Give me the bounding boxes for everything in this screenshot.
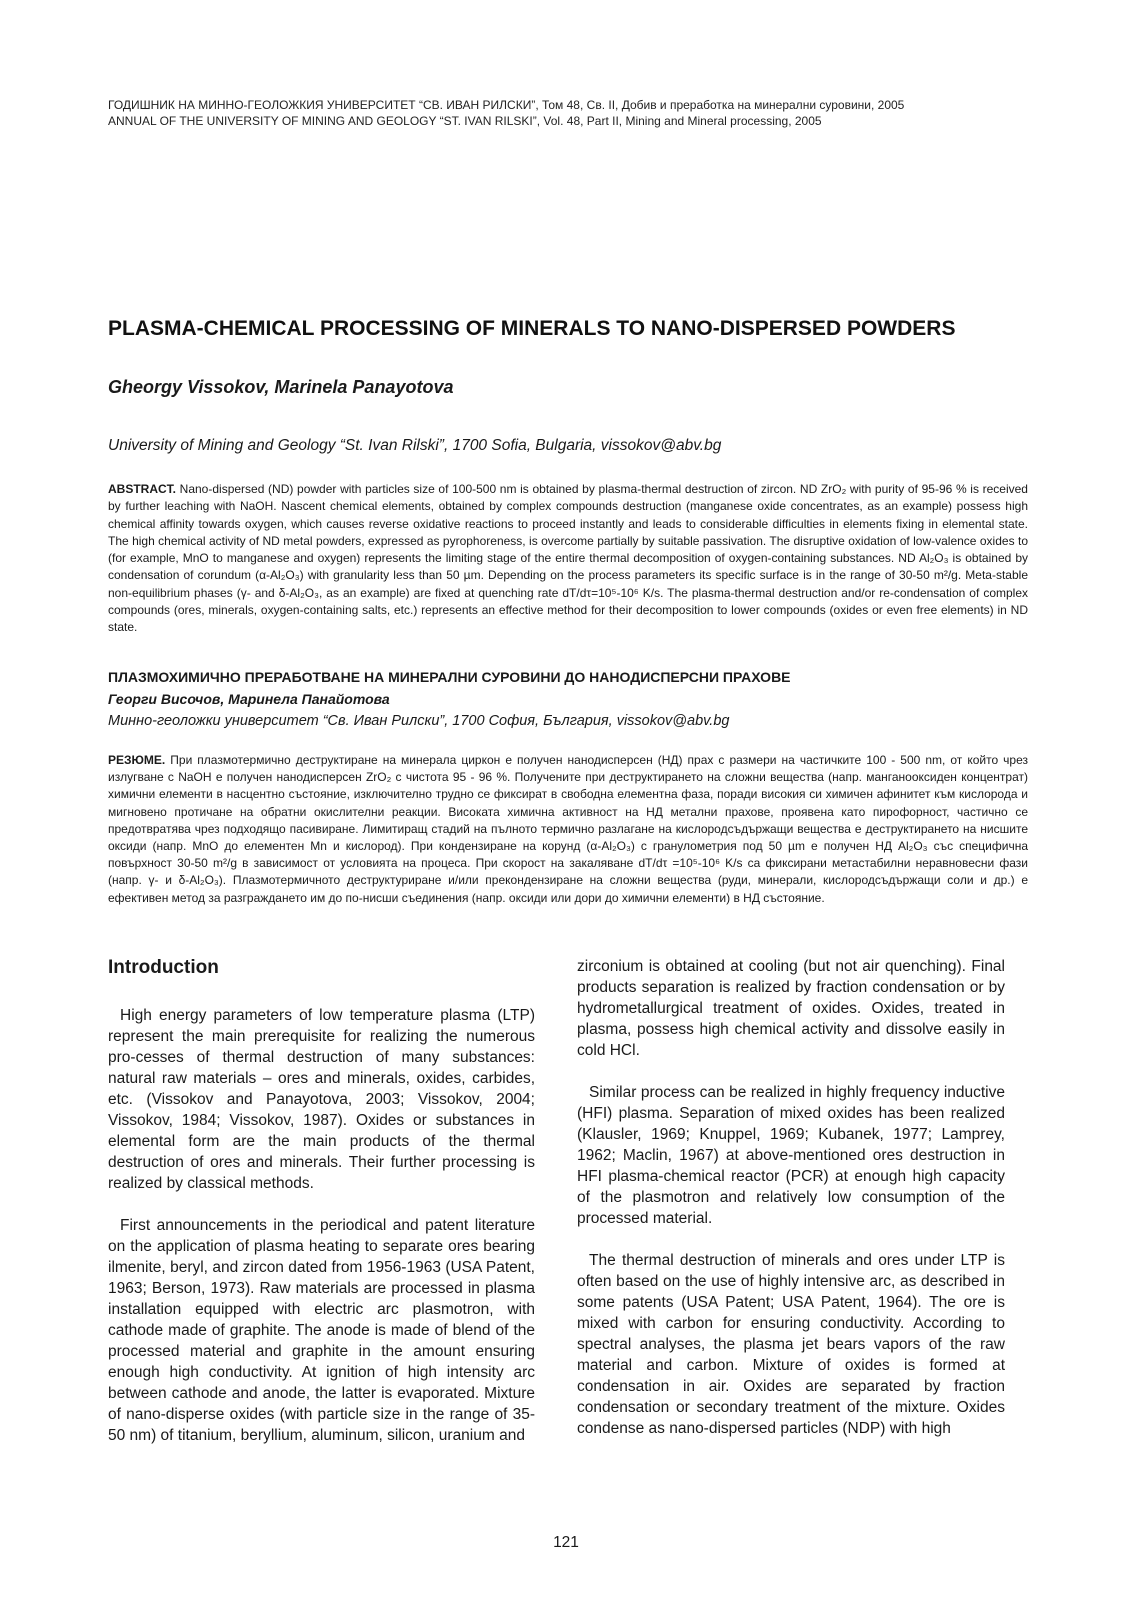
intro-paragraph-4: Similar process can be realized in highly frequency inductive (HFI) plasma. Separation of mixed oxides has been realized (Klausler, 1969; Knuppel, 1969; Kubanek, 1977; Lamprey, 1962; Maclin, 1967) at above-mentioned ores destruction in HFI plasma-chemical reactor (PCR) at enough high capacity of the plasmotron and relatively low consumption of the processed material. [577, 1084, 1005, 1227]
abstract-text: Nano-dispersed (ND) powder with particles size of 100-500 nm is obtained by plasma-thermal destruction of zircon. ND ZrO₂ with purity of 95-96 % is received by further leaching with NaOH. Nascent chemical elements, obtained by complex compounds destruction (manganese oxide concentrates, as an example) possess high chemical affinity towards oxygen, which causes reverse oxidative reactions to proceed instantly and leads to considerable difficulties in elements fixing in elemental state. The high chemical activity of ND metal powders, expressed as pyrophoreness, is overcome partially by suitable passivation. The disruptive oxidation of low-valence oxides to (for example, MnO to manganese and oxygen) represents the limiting stage of the entire thermal decomposition of oxygen-containing substances. ND Al₂O₃ is obtained by condensation of corundum (α-Al₂O₃) with granularity less than 50 µm. Depending on the process parameters its specific surface is in the range of 30-50 m²/g. Meta-stable non-equilibrium phases (γ- and δ-Al₂O₃, as an example) are fixed at quenching rate dT/dτ=10⁵-10⁶ K/s. The plasma-thermal destruction and/or re-condensation of complex compounds (ores, minerals, oxygen-containing salts, etc.) represents an effective method for their decomposition to lower compounds (oxides or even free elements) in ND state. [108, 482, 1028, 635]
authors: Gheorgy Vissokov, Marinela Panayotova [108, 377, 454, 397]
running-header-en: ANNUAL OF THE UNIVERSITY OF MINING AND GEOLOGY “ST. IVAN RILSKI”, Vol. 48, Part II, Mining and Mineral processing, 2005 [108, 114, 822, 128]
right-column [577, 956, 1005, 1460]
page-number: 121 [553, 1534, 579, 1551]
section-heading-introduction: Introduction [108, 957, 219, 978]
left-column [108, 956, 535, 1467]
intro-paragraph-2: First announcements in the periodical and patent literature on the application of plasma heating to separate ores bearing ilmenite, beryl, and zircon dated from 1956-1963 (USA Patent, 1963; Berson, 1973). Raw materials are processed in plasma installation equipped with electric arc plasmotron, with cathode made of graphite. The anode is made of blend of the processed material and graphite in the amount ensuring enough high conductivity. At ignition of high intensity arc between cathode and anode, the latter is evaporated. Mixture of nano-disperse oxides (with particle size in the range of 35-50 nm) of titanium, beryllium, aluminum, silicon, uranium and [108, 1217, 535, 1444]
intro-paragraph-5: The thermal destruction of minerals and ores under LTP is often based on the use of highly intensive arc, as described in some patents (USA Patent; USA Patent, 1964). The ore is mixed with carbon for ensuring conductivity. According to spectral analyses, the plasma jet bears vapors of the raw material and carbon. Mixture of oxides is formed at condensation in air. Oxides are separated by fraction condensation or secondary treatment of the mixture. Oxides condense as nano-dispersed particles (NDP) with high [577, 1252, 1005, 1437]
bg-title: ПЛАЗМОХИМИЧНО ПРЕРАБОТВАНЕ НА МИНЕРАЛНИ СУРОВИНИ ДО НАНОДИСПЕРСНИ ПРАХОВЕ [108, 669, 791, 685]
bg-affiliation: Минно-геоложки университет “Св. Иван Рилски”, 1700 София, България, vissokov@abv.bg [108, 713, 730, 729]
intro-paragraph-1: High energy parameters of low temperature plasma (LTP) represent the main prerequisite for realizing the numerous pro-cesses of thermal destruction of many substances: natural raw materials – ores and minerals, oxides, carbides, etc. (Vissokov and Panayotova, 2003; Vissokov, 2004; Vissokov, 1984; Vissokov, 1987). Oxides or substances in elemental form are the main products of the thermal destruction of ores and minerals. Their further processing is realized by classical methods. [108, 1007, 535, 1192]
running-header [108, 97, 1028, 129]
resume-label: РЕЗЮМЕ. [108, 753, 166, 767]
paper-title: PLASMA-CHEMICAL PROCESSING OF MINERALS TO NANO-DISPERSED POWDERS [108, 317, 956, 340]
abstract [108, 481, 1028, 637]
running-header-bg: ГОДИШНИК НА МИННО-ГЕОЛОЖКИЯ УНИВЕРСИТЕТ “СВ. ИВАН РИЛСКИ”, Том 48, Св. II, Добив и преработка на минерални суровини, 2005 [108, 98, 905, 112]
bg-authors: Георги Височов, Маринела Панайотова [108, 691, 390, 707]
resume-text: При плазмотермично деструктиране на минерала циркон е получен нанодисперсен (НД) прах с размери на частичките 100 - 500 nm, от който чрез излугване с NaOH е получен нанодисперсен ZrO₂ с чистота 95 - 96 %. Получените при деструктирането на сложни вещества (напр. манганооксиден концентрат) химични елементи в насцентно състояние, изключително трудно се фиксират в свободна елементна фаза, поради високия си химичен афинитет към кислорода и мигновено протичане на обратни окислителни реакции. Високата химична активност на НД метални прахове, проявена като пирофорност, частично се предотвратява чрез подходящо пасивиране. Лимитиращ стадий на пълното термично разлагане на кислородсъдържащи вещества е деструктирането на нисшите оксиди (напр. MnO до елементен Mn и кислород). При кондензиране на корунд (α-Al₂O₃) с гранулометрия под 50 µm е получен НД Al₂O₃ със специфична повърхност 30-50 m²/g в зависимост от условията на процеса. При скорост на закаляване dT/dτ =10⁵-10⁶ K/s са фиксирани метастабилни неравновесни фази (напр. γ- и δ-Al₂O₃). Плазмотермичното деструктуриране и/или прекондензиране на сложни вещества (руди, минерали, кислородсъдържащи соли и др.) е ефективен метод за разграждането им до по-нисши съединения (напр. оксиди или дори до химични елементи) в НД състояние. [108, 753, 1028, 905]
abstract-label: ABSTRACT. [108, 482, 176, 496]
intro-paragraph-3: zirconium is obtained at cooling (but not air quenching). Final products separation is realized by fraction condensation or by hydrometallurgical treatment of oxides. Oxides, treated in plasma, possess high chemical activity and dissolve easily in cold HCl. [577, 958, 1005, 1059]
affiliation: University of Mining and Geology “St. Ivan Rilski”, 1700 Sofia, Bulgaria, vissokov@abv.bg [108, 437, 722, 454]
resume [108, 752, 1028, 907]
